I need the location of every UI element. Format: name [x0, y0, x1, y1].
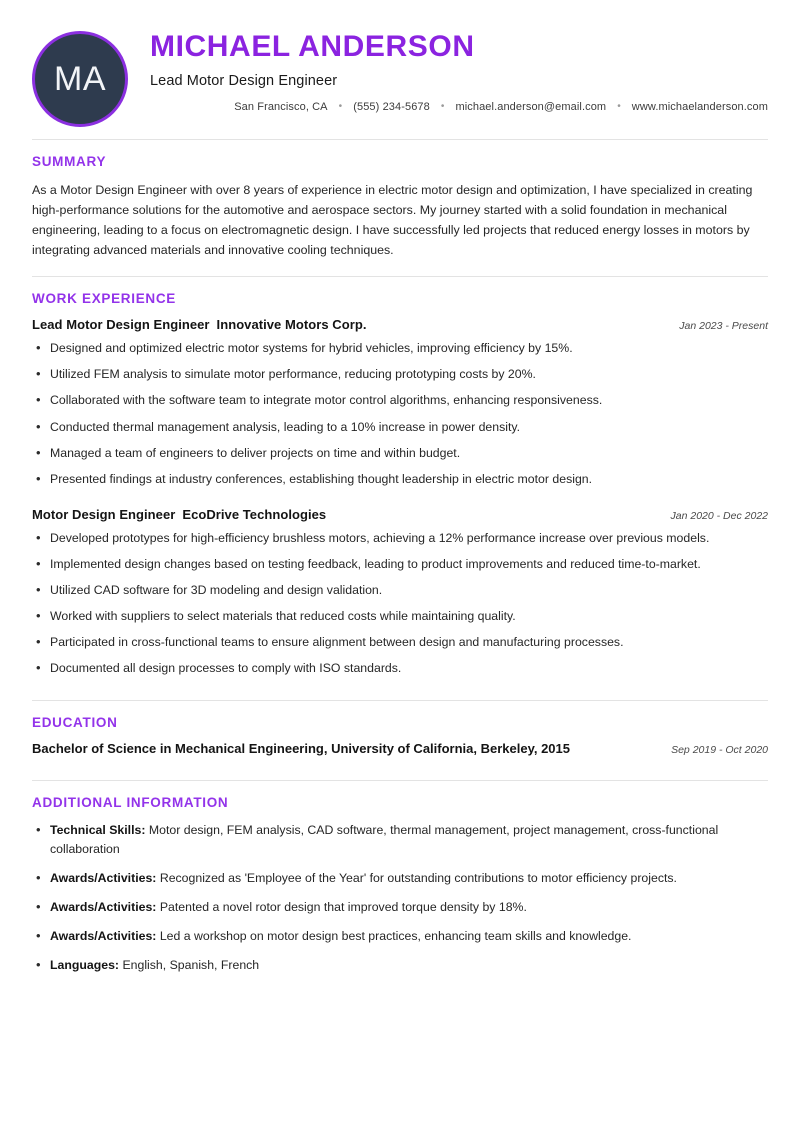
info-value: Led a workshop on motor design best practices, enhancing team skills and knowledge.: [159, 929, 632, 944]
job-entry: [32, 317, 768, 488]
info-value: Patented a novel rotor design that improved torque density by 18%.: [159, 900, 527, 915]
info-value: English, Spanish, French: [122, 958, 260, 973]
list-item: • Worked with suppliers to select materials that reduced costs while maintaining quality.: [32, 607, 768, 626]
job-dates: Jan 2020 - Dec 2022: [670, 509, 768, 522]
education-degree: Bachelor of Science in Mechanical Engineering, University of California, Berkeley, 2015: [32, 740, 571, 756]
additional-info-list: [32, 821, 768, 975]
job-bullet-list: [32, 529, 768, 678]
list-item: • Designed and optimized electric motor systems for hybrid vehicles, improving efficiency by 15%.: [32, 339, 768, 358]
info-value: Recognized as 'Employee of the Year' for outstanding contributions to motor efficiency projects.: [159, 871, 677, 886]
section-work-experience: [32, 277, 768, 678]
list-item: [32, 927, 768, 946]
header-text-block: [150, 26, 768, 113]
resume-header: [32, 26, 768, 139]
info-value: Motor design, FEM analysis, CAD software, thermal management, project management, cross-functional collaboration: [50, 822, 719, 856]
list-item: • Participated in cross-functional teams to ensure alignment between design and manufacturing processes.: [32, 633, 768, 652]
info-label: Languages:: [50, 958, 120, 973]
info-label: Technical Skills:: [50, 822, 146, 837]
job-headline: [32, 507, 326, 522]
job-position: Motor Design Engineer: [32, 506, 176, 522]
list-item: • Collaborated with the software team to integrate motor control algorithms, enhancing responsiveness.: [32, 391, 768, 410]
job-headline: [32, 317, 367, 332]
section-title-additional-information: ADDITIONAL INFORMATION: [32, 794, 229, 810]
job-company: EcoDrive Technologies: [182, 506, 327, 522]
list-item: [32, 956, 768, 975]
contact-separator-icon: •: [617, 100, 621, 112]
job-position: Lead Motor Design Engineer: [32, 317, 210, 333]
list-item: • Presented findings at industry conferences, establishing thought leadership in electric motor design.: [32, 470, 768, 489]
section-education: [32, 701, 768, 756]
page-title: MICHAEL ANDERSON: [150, 30, 475, 63]
summary-text: As a Motor Design Engineer with over 8 years of experience in electric motor design and optimization, I have specialized in creating high-performance solutions for the automotive and aerospace sectors. My journey started with a solid foundation in mechanical engineering, leading to a focus on electromagnetic design. I have successfully led projects that reduced energy losses in motors by integrating advanced materials and innovative cooling techniques.: [32, 183, 753, 258]
job-dates: Jan 2023 - Present: [679, 320, 768, 333]
education-entry: [32, 741, 768, 756]
contact-separator-icon: •: [440, 100, 445, 112]
section-title-work-experience: WORK EXPERIENCE: [32, 291, 177, 307]
info-label: Awards/Activities:: [50, 871, 157, 886]
section-title-summary: SUMMARY: [32, 154, 107, 169]
list-item: • Documented all design processes to comply with ISO standards.: [32, 659, 768, 678]
list-item: • Developed prototypes for high-efficiency brushless motors, achieving a 12% performance increase over previous models.: [32, 529, 768, 548]
job-bullet-list: [32, 339, 768, 488]
list-item: • Managed a team of engineers to deliver projects on time and within budget.: [32, 444, 768, 463]
contact-phone[interactable]: (555) 234-5678: [353, 100, 430, 113]
list-item: • Utilized FEM analysis to simulate motor performance, reducing prototyping costs by 20%.: [32, 365, 768, 384]
list-item: • Utilized CAD software for 3D modeling and design validation.: [32, 581, 768, 600]
job-entry: [32, 507, 768, 678]
list-item: [32, 821, 768, 859]
section-additional-information: [32, 781, 768, 975]
section-title-education: EDUCATION: [32, 714, 118, 730]
info-label: Awards/Activities:: [50, 929, 157, 944]
job-company: Innovative Motors Corp.: [216, 317, 367, 333]
contact-website[interactable]: www.michaelanderson.com: [631, 100, 768, 113]
avatar: [32, 31, 128, 127]
info-label: Awards/Activities:: [50, 900, 157, 915]
avatar-initials: MA: [54, 60, 106, 98]
contact-email[interactable]: michael.anderson@email.com: [455, 100, 607, 113]
contact-location: San Francisco, CA: [234, 100, 328, 113]
header-job-title: Lead Motor Design Engineer: [150, 72, 338, 89]
contact-line: [150, 101, 768, 113]
list-item: • Conducted thermal management analysis, leading to a 10% increase in power density.: [32, 418, 768, 437]
section-summary: [32, 140, 768, 260]
list-item: • Implemented design changes based on testing feedback, leading to product improvements and reduced time-to-market.: [32, 555, 768, 574]
list-item: [32, 898, 768, 917]
contact-separator-icon: •: [338, 100, 343, 112]
list-item: [32, 869, 768, 888]
job-header: [32, 317, 768, 332]
job-header: [32, 507, 768, 522]
education-dates: Sep 2019 - Oct 2020: [671, 743, 768, 756]
